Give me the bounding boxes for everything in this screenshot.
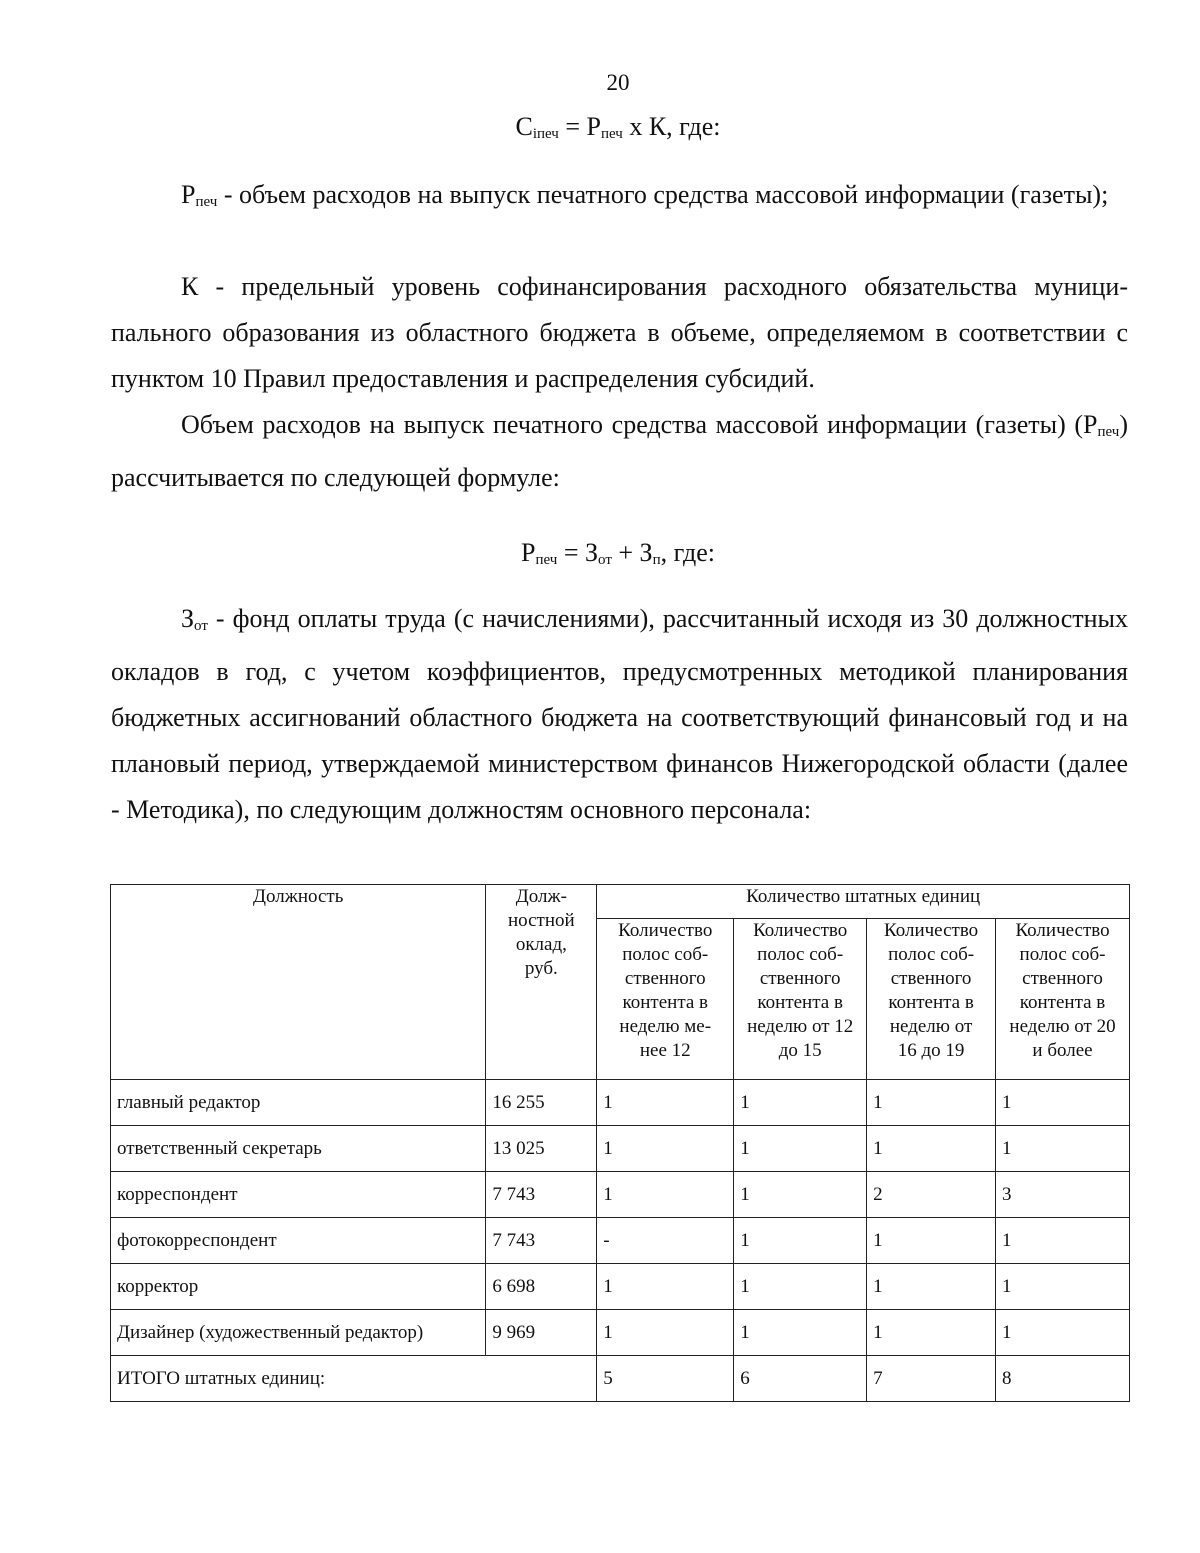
cell-units-20-more: 3 xyxy=(996,1172,1130,1218)
header-salary: Долж- ностной оклад, руб. xyxy=(486,885,597,1080)
z-ot-symbol: З xyxy=(181,604,195,633)
cell-units-20-more: 1 xyxy=(996,1080,1130,1126)
p-pech-symbol: Р xyxy=(181,180,196,209)
cell-units-less-12: 1 xyxy=(597,1172,734,1218)
expense-text-a: Объем расходов на выпуск печатного средства массовой информации (газеты) (Р xyxy=(181,410,1098,439)
cell-units-12-15: 1 xyxy=(734,1264,867,1310)
header-position: Должность xyxy=(111,885,486,1080)
cell-units-16-19: 1 xyxy=(867,1310,996,1356)
cell-units-20-more: 1 xyxy=(996,1218,1130,1264)
paragraph-expense-volume xyxy=(111,402,1128,501)
z-ot-text: - фонд оплаты труда (с начислениями), рассчитанный исходя из 30 должностных окладов в год, с учетом коэффициентов, предусмотренных методикой планирования бюджетных ассигнований областного бюджета на соответствующий финансовый год и на плановый период, утверждаемой министерством финансов Нижегородской области (далее - Методика), по следующим должностям основного персонала: xyxy=(111,604,1128,824)
cell-total-12-15: 6 xyxy=(734,1356,867,1402)
subheader-12-15: Количество полос соб- ственного контента в неделю от 12 до 15 xyxy=(734,919,867,1080)
cell-units-less-12: 1 xyxy=(597,1264,734,1310)
cell-units-20-more: 1 xyxy=(996,1310,1130,1356)
cell-position: корреспондент xyxy=(111,1172,486,1218)
subheader-20-more: Количество полос соб- ственного контента в неделю от 20 и более xyxy=(996,919,1130,1080)
subheader-less-12: Количество полос соб- ственного контента в неделю ме- нее 12 xyxy=(597,919,734,1080)
cell-position: корректор xyxy=(111,1264,486,1310)
expense-subscript: печ xyxy=(1097,424,1120,440)
table-row xyxy=(111,1218,1130,1264)
cell-units-20-more: 1 xyxy=(996,1264,1130,1310)
cell-salary: 13 025 xyxy=(486,1126,597,1172)
cell-units-less-12: 1 xyxy=(597,1310,734,1356)
cell-salary: 7 743 xyxy=(486,1218,597,1264)
cell-position: главный редактор xyxy=(111,1080,486,1126)
paragraph-z-ot-definition xyxy=(111,596,1128,833)
cell-units-12-15: 1 xyxy=(734,1172,867,1218)
expense-text-b: ) рассчитывается по следующей формуле: xyxy=(111,410,1128,492)
table-total-row xyxy=(111,1356,1130,1402)
cell-total-20-more: 8 xyxy=(996,1356,1130,1402)
formula-c-subscript: iпеч xyxy=(532,126,559,142)
formula2-rest: , где: xyxy=(660,538,715,567)
cell-units-16-19: 1 xyxy=(867,1218,996,1264)
cell-units-less-12: 1 xyxy=(597,1080,734,1126)
cell-units-12-15: 1 xyxy=(734,1218,867,1264)
cell-salary: 7 743 xyxy=(486,1172,597,1218)
cell-units-less-12: - xyxy=(597,1218,734,1264)
subheader-16-19: Количество полос соб- ственного контента в неделю от 16 до 19 xyxy=(867,919,996,1080)
cell-position: фотокорреспондент xyxy=(111,1218,486,1264)
paragraph-k-definition: К - предельный уровень софинансирования расходного обязательства муниципального образования из областного бюджета в объеме, определяемом в соответствии с пунктом 10 Правил предоставления и распределения субсидий. xyxy=(111,272,1128,393)
formula2-p-symbol: Р xyxy=(521,538,536,567)
cell-units-12-15: 1 xyxy=(734,1080,867,1126)
formula-p-subscript: печ xyxy=(600,126,623,142)
cell-total-less-12: 5 xyxy=(597,1356,734,1402)
cell-units-20-more: 1 xyxy=(996,1126,1130,1172)
cell-position: ответственный секретарь xyxy=(111,1126,486,1172)
formula-eq-p: = Р xyxy=(558,112,601,141)
formula2-eq-z: = З xyxy=(557,538,599,567)
table-row xyxy=(111,1264,1130,1310)
cell-position: Дизайнер (художественный редактор) xyxy=(111,1310,486,1356)
cell-salary: 16 255 xyxy=(486,1080,597,1126)
cell-total-16-19: 7 xyxy=(867,1356,996,1402)
table-row xyxy=(111,1080,1130,1126)
paragraph-p-pech-definition xyxy=(111,172,1128,225)
cell-total-label: ИТОГО штатных единиц: xyxy=(111,1356,597,1402)
cell-salary: 6 698 xyxy=(486,1264,597,1310)
header-staff-units: Количество штатных единиц xyxy=(597,885,1130,919)
page-number: 20 xyxy=(606,70,630,95)
cell-units-less-12: 1 xyxy=(597,1126,734,1172)
formula-rest: х К, где: xyxy=(622,112,721,141)
p-pech-text: - объем расходов на выпуск печатного средства массовой информации (газеты); xyxy=(217,180,1109,209)
cell-units-12-15: 1 xyxy=(734,1310,867,1356)
cell-units-12-15: 1 xyxy=(734,1126,867,1172)
formula2-p-subscript: печ xyxy=(535,552,558,568)
formula-c-ipech xyxy=(0,112,1200,143)
formula-p-pech xyxy=(0,538,1200,569)
cell-salary: 9 969 xyxy=(486,1310,597,1356)
formula2-plus-z: + З xyxy=(611,538,653,567)
z-ot-subscript: от xyxy=(194,618,208,634)
formula2-z-p-subscript: п xyxy=(652,552,661,568)
cell-units-16-19: 1 xyxy=(867,1080,996,1126)
formula-c-symbol: С xyxy=(515,112,533,141)
cell-units-16-19: 1 xyxy=(867,1126,996,1172)
table-row xyxy=(111,1126,1130,1172)
p-pech-subscript: печ xyxy=(195,194,218,210)
table-row xyxy=(111,1310,1130,1356)
cell-units-16-19: 1 xyxy=(867,1264,996,1310)
cell-units-16-19: 2 xyxy=(867,1172,996,1218)
formula2-z-ot-subscript: от xyxy=(598,552,612,568)
staff-units-table xyxy=(110,884,1130,1402)
table-header-row xyxy=(111,885,1130,919)
table-row xyxy=(111,1172,1130,1218)
